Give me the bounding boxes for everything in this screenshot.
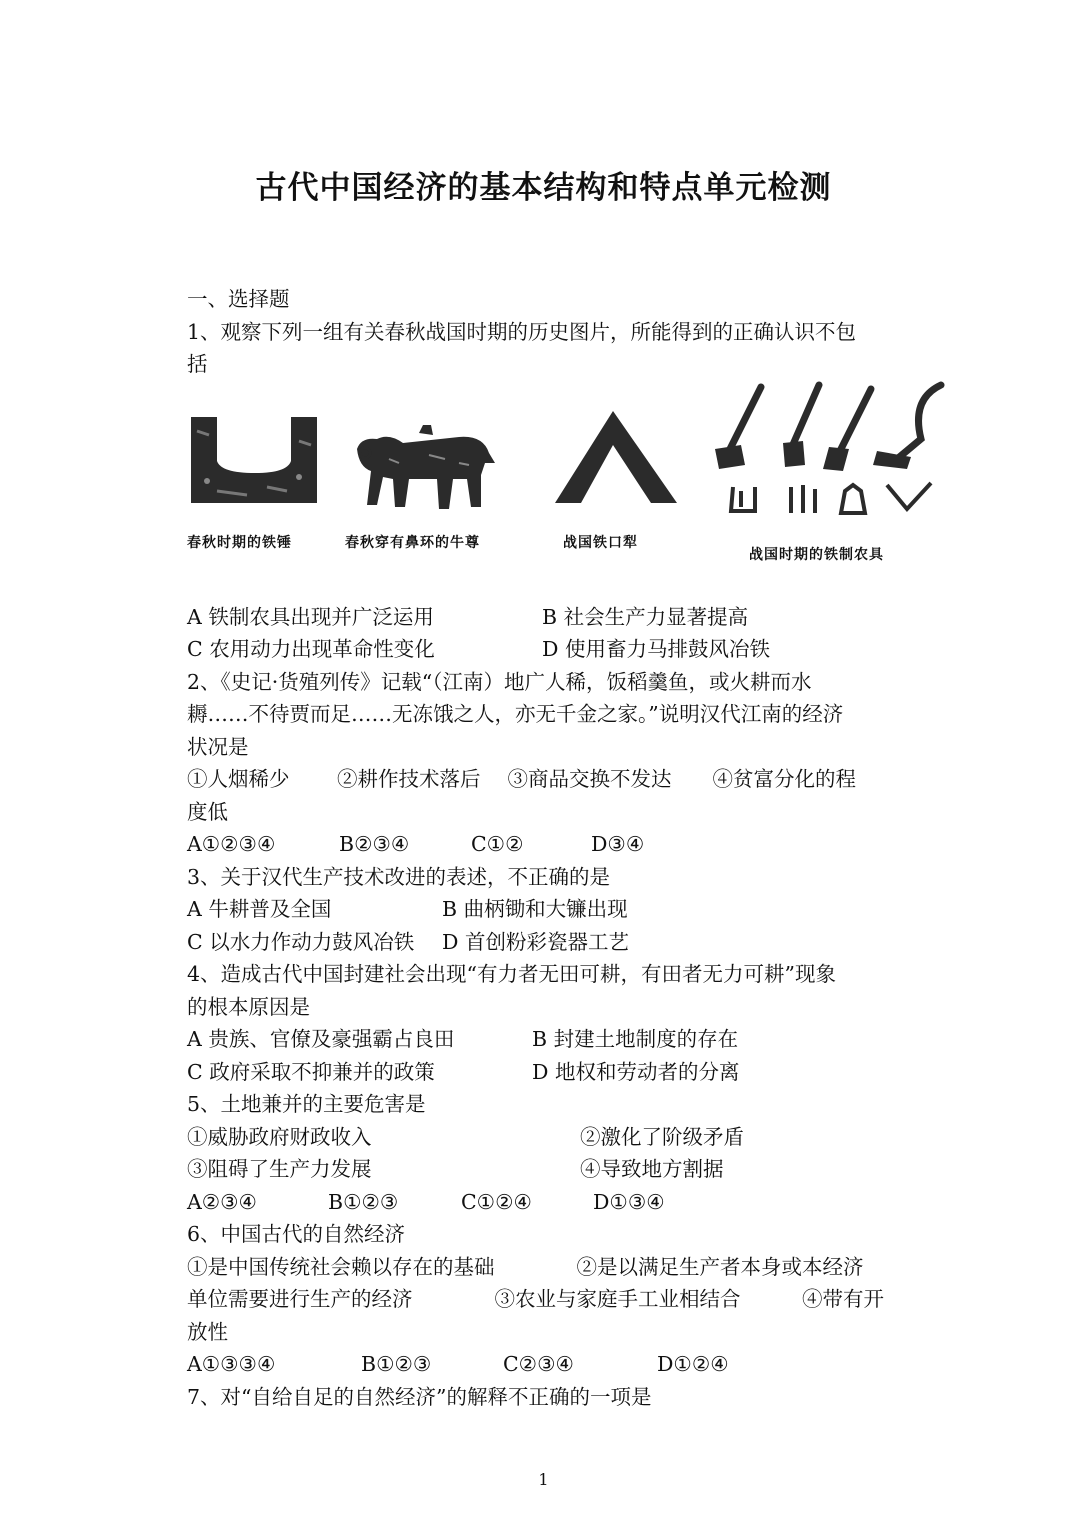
q6-options <box>187 1348 912 1381</box>
q2-option-c: C①② <box>471 832 524 856</box>
caption-farm-tools: 战国时期的铁制农具 <box>749 546 884 563</box>
q4-line1: 4、造成古代中国封建社会出现“有力者无田可耕，有田者无力可耕”现象 <box>187 962 837 986</box>
q2-option-b: B②③④ <box>339 832 410 856</box>
caption-ox-vessel: 春秋穿有鼻环的牛尊 <box>345 534 480 551</box>
q1-option-c: C 农用动力出现革命性变化 <box>187 637 435 661</box>
q4-option-d: D 地权和劳动者的分离 <box>532 1059 740 1084</box>
q6-option-c: C②③④ <box>503 1352 574 1376</box>
q5-item-1: ①威胁政府财政收入 <box>187 1124 372 1149</box>
q2-option-a: A①②③④ <box>187 832 276 856</box>
q4-options-row1 <box>187 1023 912 1056</box>
q1-option-d: D 使用畜力马排鼓风冶铁 <box>542 637 770 661</box>
q1-stem-line2: 括 <box>187 352 208 376</box>
q4-option-b: B 封建土地制度的存在 <box>532 1027 739 1051</box>
q1-options-row2 <box>187 633 912 666</box>
ox-vessel-image <box>349 419 499 514</box>
q2-line3: 状况是 <box>187 734 249 759</box>
q3-options-row2 <box>187 926 912 959</box>
caption-iron-hammer: 春秋时期的铁锤 <box>187 534 292 551</box>
iron-hammer-image <box>187 411 322 511</box>
q5-items-row1 <box>187 1121 912 1154</box>
q6-stem: 6、中国古代的自然经济 <box>187 1222 406 1246</box>
q2-items-line2: 度低 <box>187 799 228 824</box>
q5-option-d: D①③④ <box>593 1189 665 1214</box>
q3-option-b: B 曲柄锄和大镰出现 <box>442 897 628 921</box>
q3-option-d: D 首创粉彩瓷器工艺 <box>442 929 629 954</box>
q4-option-a: A 贵族、官僚及豪强霸占良田 <box>187 1027 455 1051</box>
q1-options-row1 <box>187 601 912 634</box>
q3-stem: 3、关于汉代生产技术改进的表述，不正确的是 <box>187 864 611 889</box>
q6-line3: 放性 <box>187 1319 228 1344</box>
q4-options-row2 <box>187 1056 912 1089</box>
section-heading: 一、选择题 <box>187 287 290 311</box>
q1-figures <box>187 389 912 601</box>
q1-option-a: A 铁制农具出现并广泛运用 <box>187 604 434 629</box>
q6-line1: ①是中国传统社会赖以存在的基础 ②是以满足生产者本身或本经济 <box>187 1254 864 1279</box>
q7-stem: 7、对“自给自足的自然经济”的解释不正确的一项是 <box>187 1384 652 1409</box>
q3-option-c: C 以水力作动力鼓风冶铁 <box>187 929 415 954</box>
q2-option-d: D③④ <box>591 832 645 856</box>
q5-item-3: ③阻碍了生产力发展 <box>187 1157 372 1181</box>
page-number: 1 <box>538 1470 549 1489</box>
q6-option-a: A①③③④ <box>187 1352 276 1376</box>
q2-line1: 2、《史记·货殖列传》记载“（江南）地广人稀，饭稻羹鱼，或火耕而水 <box>187 669 812 694</box>
q4-line2: 的根本原因是 <box>187 994 310 1019</box>
q4-option-c: C 政府采取不抑兼并的政策 <box>187 1059 435 1084</box>
q1-stem-line1: 1、观察下列一组有关春秋战国时期的历史图片，所能得到的正确认识不包 <box>187 319 857 344</box>
q5-option-b: B①②③ <box>328 1189 399 1214</box>
q1-option-b: B 社会生产力显著提高 <box>542 604 749 629</box>
q5-options <box>187 1186 912 1219</box>
q6-option-b: B①②③ <box>361 1352 432 1376</box>
q2-line2: 耨……不待贾而足……无冻饿之人，亦无千金之家。”说明汉代江南的经济 <box>187 702 844 726</box>
iron-farm-tools-image <box>711 379 951 529</box>
iron-plough-image <box>551 403 681 513</box>
page-title: 古代中国经济的基本结构和特点单元检测 <box>255 170 832 206</box>
q2-items-line1: ①人烟稀少 ②耕作技术落后 ③商品交换不发达 ④贫富分化的程 <box>187 767 857 791</box>
q6-option-d: D①②④ <box>657 1352 729 1376</box>
q5-option-a: A②③④ <box>187 1189 257 1214</box>
q5-item-4: ④导致地方割据 <box>580 1157 724 1181</box>
q3-options-row1 <box>187 893 912 926</box>
q2-options <box>187 828 912 861</box>
q5-item-2: ②激化了阶级矛盾 <box>580 1124 744 1149</box>
q5-items-row2 <box>187 1153 912 1186</box>
q6-line2: 单位需要进行生产的经济 ③农业与家庭手工业相结合 ④带有开 <box>187 1287 884 1311</box>
q3-option-a: A 牛耕普及全国 <box>187 897 332 921</box>
q5-stem: 5、土地兼并的主要危害是 <box>187 1092 426 1116</box>
question-list <box>187 283 912 1413</box>
q5-option-c: C①②④ <box>461 1189 532 1214</box>
caption-iron-plough: 战国铁口犁 <box>563 534 638 551</box>
